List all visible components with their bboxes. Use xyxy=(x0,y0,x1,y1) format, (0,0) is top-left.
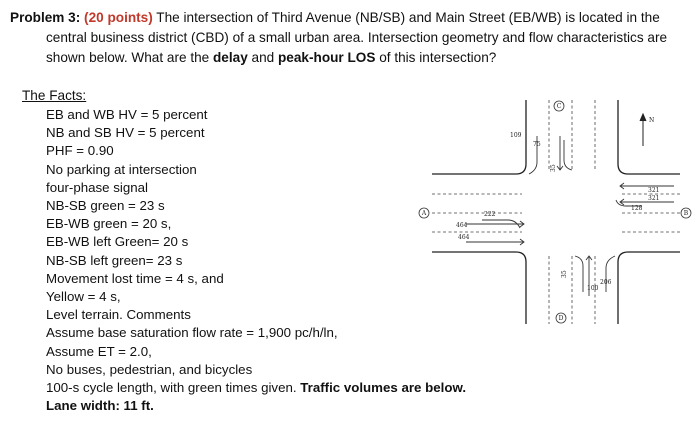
vol-wb-left: 128 xyxy=(631,205,643,212)
fact-item: EB-WB green = 20 s, xyxy=(46,216,172,232)
fact-item: Level terrain. Comments xyxy=(46,307,191,323)
fact-item: NB-SB left green= 23 s xyxy=(46,252,183,268)
facts-title: The Facts: xyxy=(22,88,87,103)
vol-sb-left: 109 xyxy=(510,132,522,139)
fact-cycle-text: 100-s cycle length, with green times given. xyxy=(46,380,301,396)
fact-lane-width-bold: Lane width: 11 ft. xyxy=(46,398,154,414)
problem-text-1: The intersection of Third Avenue (NB/SB) and Main Street (EB/WB) is located in the central business district (CBD) of a small urban area. Intersection geometry and flow characteristics are shown below. What are the xyxy=(46,10,668,65)
problem-paragraph xyxy=(10,8,690,68)
road-edge-bottom-right xyxy=(618,252,680,324)
problem-statement xyxy=(10,8,690,68)
wb-through-arrow-2 xyxy=(620,199,674,205)
vol-sb-right: 35 xyxy=(550,164,557,172)
fact-item: Assume ET = 2.0, xyxy=(46,343,152,359)
north-arrow-icon xyxy=(640,114,646,146)
fact-item: four-phase signal xyxy=(46,179,149,195)
vol-nb-through: 100 xyxy=(587,285,599,292)
vol-eb-through-2: 464 xyxy=(458,234,470,241)
vol-sb-through: 75 xyxy=(533,141,541,148)
sb-right-arrow xyxy=(564,140,572,170)
vol-wb-top: 321 xyxy=(648,187,660,194)
vol-eb-through-1: 464 xyxy=(456,222,468,229)
approach-c-label: C xyxy=(556,103,562,110)
nb-left-arrow xyxy=(575,256,583,292)
vol-nb-right: 206 xyxy=(600,279,612,286)
fact-item: PHF = 0.90 xyxy=(46,143,114,159)
fact-item: No parking at intersection xyxy=(46,161,197,177)
approach-b-label: B xyxy=(683,210,689,217)
fact-item: EB-WB left Green= 20 s xyxy=(46,234,189,250)
road-edge-top-right xyxy=(618,100,680,174)
fact-item: Assume base saturation flow rate = 1,900 pc/h/ln, xyxy=(46,325,338,341)
sb-through-arrow xyxy=(557,136,563,170)
fact-item: Yellow = 4 s, xyxy=(46,289,121,305)
vol-wb-mid: 321 xyxy=(648,195,660,202)
fact-item: No buses, pedestrian, and bicycles xyxy=(46,361,253,377)
problem-bold-los: peak-hour LOS xyxy=(278,50,376,65)
fact-item: NB-SB green = 23 s xyxy=(46,198,165,214)
fact-lane-width xyxy=(46,397,506,415)
problem-text-2: and xyxy=(247,50,278,65)
problem-bold-delay: delay xyxy=(213,50,248,65)
vol-eb-right: 222 xyxy=(484,211,496,218)
approach-d-label: D xyxy=(558,315,564,322)
nb-right-arrow xyxy=(606,256,615,292)
fact-cycle-bold: Traffic volumes are below. xyxy=(300,380,467,396)
road-edge-bottom-left xyxy=(432,252,526,324)
fact-item: Movement lost time = 4 s, and xyxy=(46,270,224,286)
intersection-diagram xyxy=(412,96,694,328)
fact-item: EB and WB HV = 5 percent xyxy=(46,107,208,122)
north-label: N xyxy=(649,117,655,124)
fact-item: NB and SB HV = 5 percent xyxy=(46,125,205,141)
approach-a-label: A xyxy=(421,210,427,217)
vol-nb-left: 35 xyxy=(561,270,568,278)
problem-points: (20 points) xyxy=(84,10,153,25)
fact-cycle xyxy=(46,379,506,397)
wb-through-arrow-1 xyxy=(620,183,674,189)
problem-label: Problem 3: xyxy=(10,10,81,25)
problem-text-3: of this intersection? xyxy=(375,50,497,65)
eb-through-arrow-2 xyxy=(466,239,524,245)
